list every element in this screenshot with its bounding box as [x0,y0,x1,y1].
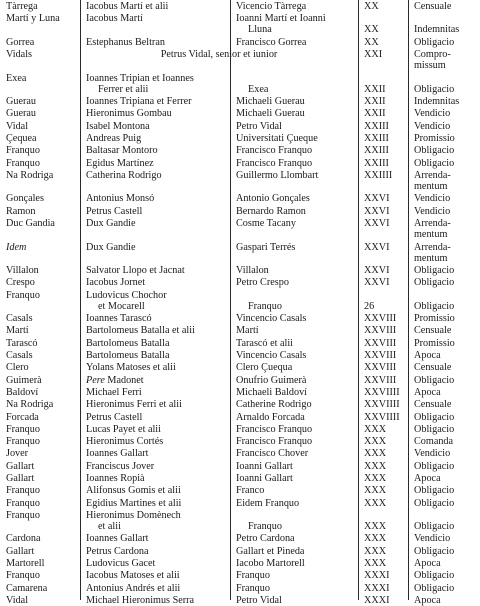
family-name-cell: Martorell [6,558,45,569]
recipient-cell: Franquo [248,521,282,533]
family-name-cell: Guerau [6,96,36,108]
grantor-cell: Dux Gandie [86,218,136,229]
document-type-cell: Vendicio [414,205,451,217]
recipient-cell: Catherine Rodrigo [236,399,312,411]
document-type-cell: Compro- [414,49,451,61]
recipient-cell: Francisco Gorrea [236,36,307,48]
grantor-cell: et alii [98,521,121,533]
recipient-cell: Franquo [236,582,270,594]
grantor-cell: Bartolomeus Batalla [86,337,170,349]
document-type-cell: Obligacio [414,521,455,533]
document-type-cell: Obligacio [414,277,455,289]
recipient-cell: Cosme Tacany [236,218,296,229]
family-name-cell: Çequea [6,133,37,144]
family-name-cell: Vidal [6,594,29,606]
folio-cell: XXXI [364,582,390,594]
grantor-cell: Ioannes Tripiana et Ferrer [86,96,192,108]
recipient-cell: Clero Çuequa [236,362,293,374]
folio-cell: 26 [364,300,375,312]
document-type-cell: Obligacio [414,570,455,582]
folio-cell: XXVIII [364,313,397,325]
family-name-cell: Forcada [6,411,39,423]
grantor-cell: Ioannes Gallart [86,533,149,545]
recipient-cell: Vincencio Casals [236,350,307,361]
grantor-cell: Egidus Martínez [86,157,154,169]
family-name-cell: Franquo [6,570,40,582]
grantor-cell: Ioannes Gallart [86,448,149,460]
grantor-cell: Ioannes Tarascó [86,313,152,325]
folio-cell: XXX [364,497,387,509]
recipient-cell: Ioanni Gallart [236,460,293,472]
grantor-cell: Egidius Martines et alii [86,497,182,509]
grantor-cell: Isabel Montona [86,120,150,132]
document-type-cell: Obligacio [414,582,455,594]
grantor-cell: Hieronimus Ferri et alii [86,399,182,411]
family-name-cell: Vidal [6,120,29,132]
recipient-cell: Vincencio Casals [236,313,307,325]
grantor-cell: Alifonsus Gomis et alii [86,485,181,497]
folio-cell: XXVI [364,218,390,229]
document-type-cell: Obligacio [414,485,455,497]
recipient-cell: Francisco Chover [236,448,309,460]
family-name-cell: Crespo [6,277,35,289]
folio-cell: XXVI [364,277,390,289]
document-type-cell: Obligacio [414,423,455,435]
document-type-cell: Indemnitas [414,96,460,108]
folio-cell: XXXI [364,570,390,582]
family-name-cell: Jover [6,448,29,460]
family-name-cell: Casals [6,313,33,325]
document-type-cell: Vendicio [414,193,451,205]
document-type-cell: Obligacio [414,374,455,386]
folio-cell: XXII [364,108,386,120]
folio-cell: XXIII [364,133,389,144]
family-name-cell: Na Rodriga [6,399,54,411]
recipient-cell: Gaspari Terrés [236,241,296,253]
document-type-cell: Censuale [414,362,452,374]
folio-cell: XXVI [364,241,390,253]
recipient-cell: Bernardo Ramon [236,205,306,217]
folio-cell: XXX [364,423,387,435]
document-type-cell: Arrenda- [414,241,451,253]
family-name-cell: Franquo [6,485,40,497]
family-name-cell: Ramon [6,205,36,217]
document-type-cell: Censuale [414,1,452,12]
grantor-cell: Michael Hieronimus Serra [86,594,195,606]
grantor-cell: Salvator Llopo et Jacnat [86,265,185,276]
family-name-cell: Gonçales [6,193,44,205]
family-name-cell: Villalon [6,265,39,276]
document-type-cell: Censuale [414,325,452,337]
document-type-cell: Obligacio [414,411,455,423]
family-name-cell: Franquo [6,145,40,157]
family-name-cell: Baldoví [6,386,39,398]
folio-cell: XXVIII [364,350,397,361]
document-type-cell: Apoca [414,386,441,398]
recipient-cell: Tarascó et alii [236,337,293,349]
family-name-cell: Casals [6,350,33,361]
folio-cell: XXII [364,83,386,95]
document-type-cell: Obligacio [414,265,455,276]
document-type-cell: Promissio [414,133,455,144]
recipient-cell: Michaeli Baldoví [236,386,308,398]
grantor-cell: Ludovicus Gacet [86,558,156,569]
folio-cell: XXX [364,460,387,472]
recipient-cell: Universitati Çueque [236,133,318,144]
grantor-cell: Iacobus Matoses et alii [86,570,180,582]
family-name-cell: Gallart [6,473,35,484]
folio-cell: XXVIII [364,325,397,337]
grantor-cell: et Mocarell [98,300,145,312]
document-type-cell: Obligacio [414,460,455,472]
family-name-cell: Franquo [6,436,40,448]
document-type-cell: Obligacio [414,497,455,509]
family-name-cell: Franquo [6,509,40,521]
document-type-cell: Vendicio [414,108,451,120]
recipient-cell: Exea [248,83,269,95]
document-type-cell: Arrenda- [414,218,451,229]
document-type-cell: Apoca [414,350,441,361]
document-type-cell: Obligacio [414,300,455,312]
document-type-cell: Obligacio [414,545,455,557]
recipient-cell: Petro Vidal [236,594,282,606]
folio-cell: XX [364,1,379,12]
family-name-cell: Camarena [6,582,48,594]
document-type-cell: Arrenda- [414,169,451,181]
recipient-cell: Petro Crespo [236,277,289,289]
grantor-cell: Ferrer et alii [98,83,149,95]
grantor-cell: Dux Gandie [86,241,136,253]
grantor-cell: Estephanus Beltran [86,36,165,48]
family-name-cell: Clero [6,362,29,374]
grantor-cell: Lucas Payet et alii [86,423,161,435]
grantor-cell: Hieronimus Domènech [86,509,181,521]
document-type-cell: Obligacio [414,157,455,169]
grantor-cell: Ludovicus Chochor [86,289,167,301]
recipient-cell: Villalon [236,265,269,276]
folio-cell: XXX [364,533,387,545]
family-name-cell: Gallart [6,545,35,557]
grantor-cell: Hieronimus Cortés [86,436,164,448]
folio-cell: XXX [364,448,387,460]
grantor-cell: Antonius Monsó [86,193,155,205]
grantor-cell: Catherina Rodrigo [86,169,162,181]
family-name-cell: Gallart [6,460,35,472]
recipient-cell: Petro Cardona [236,533,295,545]
folio-cell: XXVIII [364,362,397,374]
grantor-cell: Hieronimus Gombau [86,108,172,120]
grantor-cell: Iacobus Martí et alii [86,1,169,12]
family-name-cell: Exea [6,72,27,84]
parties-span-cell: Petrus Vidal, senior et iunior [160,49,278,61]
folio-cell: XXVIII [364,337,397,349]
grantor-cell: Baltasar Montoro [86,145,158,157]
folio-cell: XXVIIII [364,386,400,398]
document-type-cell: Censuale [414,399,452,411]
recipient-cell: Martí [236,325,259,337]
recipient-cell: Ioanni Gallart [236,473,293,484]
grantor-cell: Iacobus Jornet [86,277,146,289]
folio-cell: XXIII [364,145,389,157]
family-name-cell: Guimerà [6,374,42,386]
folio-cell: XXX [364,545,387,557]
document-type-cell: Apoca [414,594,441,606]
document-type-cell: mentum [414,229,448,241]
recipient-cell: Vicencio Tàrrega [236,1,307,12]
folio-cell: XXX [364,485,387,497]
family-name-cell: Vidals [6,49,32,61]
grantor-cell: Antonius Andrés et alii [86,582,181,594]
grantor-cell: Ioannes Ropià [86,473,145,484]
document-type-cell: Promissio [414,313,455,325]
document-type-cell: Apoca [414,558,441,569]
document-type-cell: missum [414,60,446,72]
folio-cell: XXVI [364,265,390,276]
column-rule-1 [80,0,81,600]
document-type-cell: Apoca [414,473,441,484]
recipient-cell: Franquo [248,300,282,312]
family-name-cell: Na Rodriga [6,169,54,181]
recipient-cell: Petro Vidal [236,120,282,132]
grantor-cell: Andreas Puig [86,133,142,144]
recipient-cell: Ioanni Martí et Ioanni [236,13,326,25]
grantor-cell: Bartolomeus Batalla et alii [86,325,195,337]
folio-cell: XXVI [364,205,390,217]
document-type-cell: mentum [414,181,448,193]
document-type-cell: Obligacio [414,83,455,95]
recipient-cell: Franquo [236,570,270,582]
folio-cell: XXX [364,558,387,569]
folio-cell: XXI [364,49,383,61]
grantor-cell: Michael Ferri [86,386,142,398]
folio-cell: XXIII [364,157,389,169]
recipient-cell: Francisco Franquo [236,423,313,435]
recipient-cell: Franco [236,485,265,497]
column-rule-4 [408,0,409,600]
family-name-cell: Gorrea [6,36,35,48]
recipient-cell: Francisco Franquo [236,145,313,157]
document-type-cell: Indemnitas [414,24,460,36]
document-type-cell: Comanda [414,436,454,448]
folio-cell: XXII [364,96,386,108]
recipient-cell: Antonio Gonçales [236,193,310,205]
grantor-cell: Ioannes Tripian et Ioannes [86,72,194,84]
document-type-cell: Obligacio [414,36,455,48]
grantor-cell: Franciscus Jover [86,460,155,472]
family-name-cell: Cardona [6,533,41,545]
recipient-cell: Onufrio Guimerà [236,374,307,386]
grantor-cell: Yolans Matoses et alii [86,362,176,374]
recipient-cell: Francisco Franquo [236,436,313,448]
recipient-cell: Eidem Franquo [236,497,300,509]
document-type-cell: Vendicio [414,533,451,545]
grantor-cell: Petrus Castell [86,205,143,217]
grantor-cell: Petrus Castell [86,411,143,423]
folio-cell: XXIIII [364,169,393,181]
family-name-cell: Guerau [6,108,36,120]
folio-cell: XXVIIII [364,411,400,423]
grantor-cell: Bartolomeus Batalla [86,350,170,361]
recipient-cell: Francisco Franquo [236,157,313,169]
family-name-cell: Franquo [6,157,40,169]
folio-cell: XX [364,36,379,48]
family-name-cell: Martí [6,325,29,337]
family-name-cell: Franquo [6,497,40,509]
folio-cell: XXVIIII [364,399,400,411]
document-type-cell: Promissio [414,337,455,349]
recipient-cell: Iacobo Martorell [236,558,305,569]
folio-cell: XXXI [364,594,390,606]
folio-cell: XXX [364,436,387,448]
family-name-cell: Franquo [6,289,40,301]
grantor-cell: Iacobus Martí [86,13,143,25]
folio-cell: XXIII [364,120,389,132]
family-name-cell: Franquo [6,423,40,435]
document-type-cell: Vendicio [414,448,451,460]
family-name-cell: Idem [6,241,27,253]
document-type-cell: Vendicio [414,120,451,132]
recipient-cell: Lluna [248,24,272,36]
document-type-cell: mentum [414,252,448,264]
grantor-cell: Petrus Cardona [86,545,149,557]
folio-cell: XXX [364,473,387,484]
family-name-cell: Duc Gandia [6,218,55,229]
document-type-cell: Obligacio [414,145,455,157]
recipient-cell: Gallart et Pineda [236,545,305,557]
recipient-cell: Michaeli Guerau [236,108,305,120]
grantor-cell: Pere Madonet [86,374,144,386]
family-name-cell: Tàrrega [6,1,38,12]
family-name-cell: Tarascó [6,337,38,349]
folio-cell: XXVI [364,193,390,205]
recipient-cell: Arnaldo Forcada [236,411,305,423]
recipient-cell: Guillermo Llombart [236,169,319,181]
folio-cell: XXX [364,521,387,533]
family-name-cell: Martí y Luna [6,13,60,25]
folio-cell: XXVIII [364,374,397,386]
folio-cell: XX [364,24,379,36]
recipient-cell: Michaeli Guerau [236,96,305,108]
